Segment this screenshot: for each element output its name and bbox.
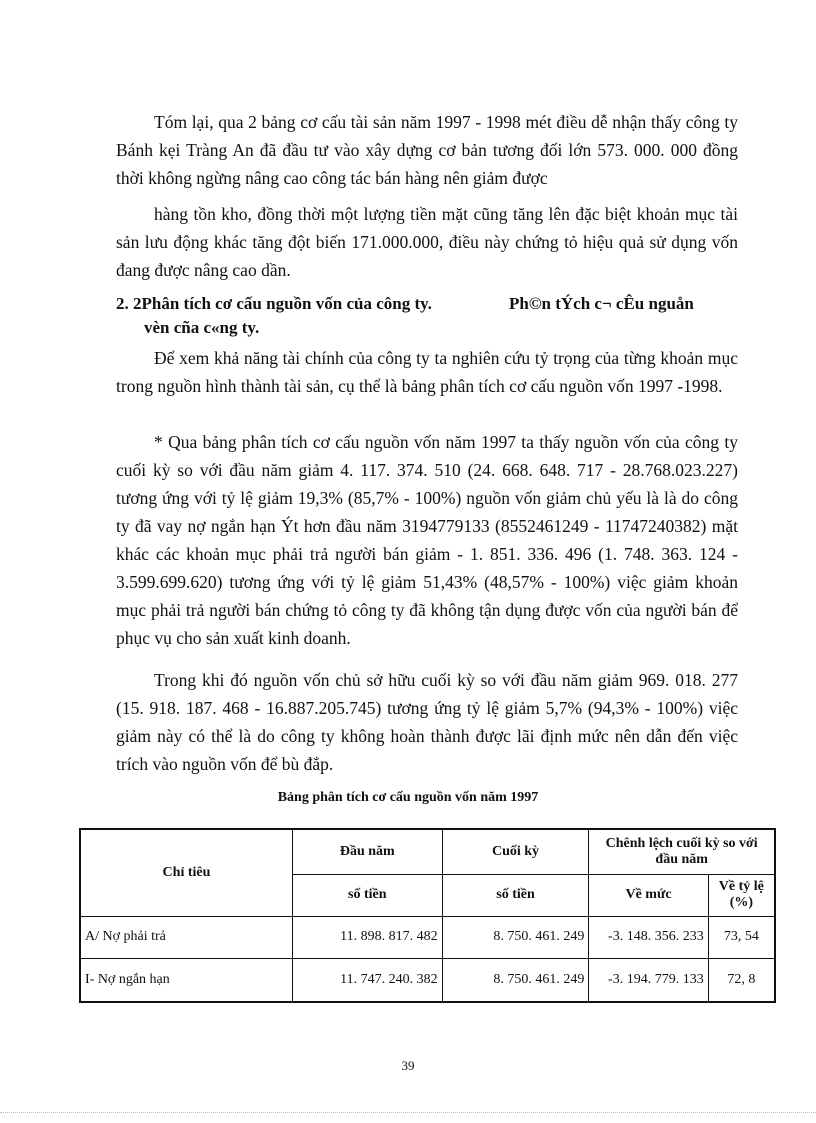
paragraph-analysis: * Qua bảng phân tích cơ cấu nguồn vốn năm 1997 ta thấy nguồn vốn của công ty cuối kỳ so với đầu năm giảm 4. 117. 374. 510 (24. 668. 648. 717 - 28.768.023.227) tương ứng với tỷ lệ giảm 19,3% (85,7% - 100%) nguồn vốn giảm chủ yếu là là do công ty đã vay nợ ngắn hạn Ýt hơn đầu năm 3194779133 (8552461249 - 11747240382) mặt khác các khoản mục phải trả người bán giảm - 1. 851. 336. 496 (1. 748. 363. 124 - 3.599.699.620) tương ứng với tỷ lệ giảm 51,43% (48,57% - 100%) việc giảm khoản mục phải trả người bán chứng tỏ công ty đã không tận dụng được vốn của người bán để phục vụ cho sản xuất kinh doanh. [116,432,738,648]
section-title: Phân tích cơ cấu nguồn vốn của công ty. [141,294,432,313]
section-heading [116,292,738,340]
row-label: A/ Nợ phải trả [80,916,292,958]
paragraph-summary: Tóm lại, qua 2 bảng cơ cấu tài sản năm 1997 - 1998 mét điều dễ nhận thấy công ty Bánh kẹi Tràng An đã đầu tư vào xây dựng cơ bản tương đối lớn 573. 000. 000 đồng thời không ngừng nâng cao công tác bán hàng nên giảm được [116,112,738,188]
section-title-garbled-2: vèn cña c«ng ty. [144,318,260,337]
cell-ve-muc: -3. 148. 356. 233 [589,916,708,958]
table-row [80,916,775,958]
table-row [80,958,775,1002]
cell-cuoi-ky: 8. 750. 461. 249 [442,958,589,1002]
page-bottom-divider [0,1112,816,1113]
header-chi-tieu: Chỉ tiêu [80,829,292,916]
table-caption: Bảng phân tích cơ cấu nguồn vốn năm 1997 [277,790,539,805]
cell-dau-nam: 11. 898. 817. 482 [292,916,442,958]
paragraph-intro: Để xem khả năng tài chính của công ty ta nghiên cứu tỷ trọng của từng khoản mục trong nguồn hình thành tài sản, cụ thể là bảng phân tích cơ cấu nguồn vốn 1997 -1998. [116,348,738,396]
paragraph-equity: Trong khi đó nguồn vốn chủ sở hữu cuối kỳ so với đầu năm giảm 969. 018. 277 (15. 918. 187. 468 - 16.887.205.745) tương ứng tỷ lệ giảm 5,7% (94,3% - 100%) việc giảm này có thể là do công ty không hoàn thành được lãi định mức nên dẫn đến việc trích vào nguồn vốn để bù đắp. [116,670,738,774]
cell-ve-muc: -3. 194. 779. 133 [589,958,708,1002]
header-ve-ty-le: Về tỷ lệ (%) [708,874,775,916]
header-so-tien-2: số tiền [442,874,589,916]
cell-dau-nam: 11. 747. 240. 382 [292,958,442,1002]
row-label: I- Nợ ngắn hạn [80,958,292,1002]
section-number: 2. 2 [116,294,142,313]
header-chenh-lech: Chênh lệch cuối kỳ so với đầu năm [589,829,775,874]
section-title-garbled-1: Ph©n tÝch c¬ cÊu nguån [509,294,694,313]
cell-ty-le: 72, 8 [708,958,775,1002]
header-so-tien-1: số tiền [292,874,442,916]
page-number: 39 [401,1058,415,1073]
header-dau-nam: Đầu năm [292,829,442,874]
header-ve-muc: Về mức [589,874,708,916]
cell-cuoi-ky: 8. 750. 461. 249 [442,916,589,958]
header-cuoi-ky: Cuối kỳ [442,829,589,874]
cell-ty-le: 73, 54 [708,916,775,958]
capital-structure-table [79,828,776,1003]
paragraph-inventory: hàng tồn kho, đồng thời một lượng tiền mặt cũng tăng lên đặc biệt khoản mục tài sản lưu động khác tăng đột biến 171.000.000, điều này chứng tỏ hiệu quả sử dụng vốn đang được nâng cao dần. [116,204,738,280]
